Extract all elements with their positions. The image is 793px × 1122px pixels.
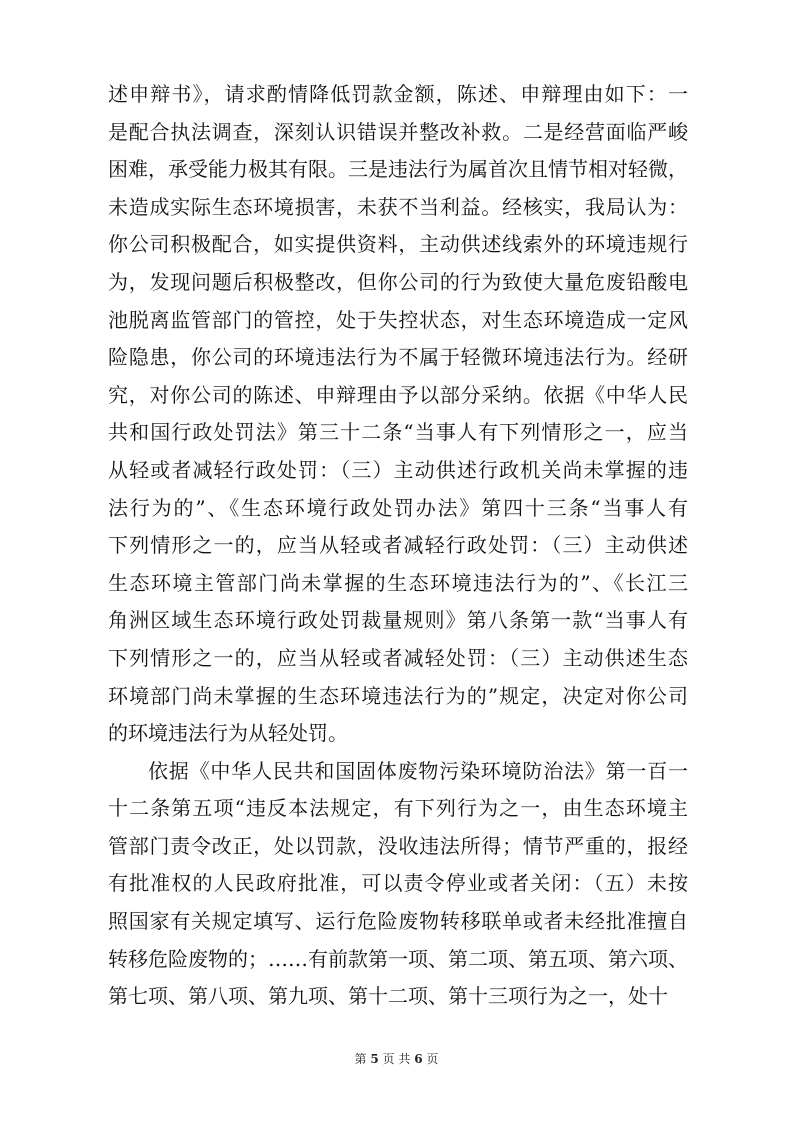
text-line: 下列情形之一的，应当从轻或者减轻处罚：（三）主动供述生态 xyxy=(108,645,688,670)
text-line: 十二条第五项“违反本法规定，有下列行为之一，由生态环境主 xyxy=(108,796,688,821)
footer-middle: 页 共 xyxy=(382,1052,411,1066)
text-line: 第七项、第八项、第九项、第十二项、第十三项行为之一，处十 xyxy=(108,984,668,1009)
paragraph-1 xyxy=(108,76,688,753)
text-line: 有批准权的人民政府批准，可以责令停业或者关闭：（五）未按 xyxy=(108,871,688,896)
text-line: 共和国行政处罚法》第三十二条“当事人有下列情形之一，应当 xyxy=(108,420,688,445)
text-line: 照国家有关规定填写、运行危险废物转移联单或者未经批准擅自 xyxy=(108,909,688,934)
text-line: 下列情形之一的，应当从轻或者减轻行政处罚：（三）主动供述 xyxy=(108,533,688,558)
text-line: 你公司积极配合，如实提供资料，主动供述线索外的环境违规行 xyxy=(108,232,688,257)
text-line: 未造成实际生态环境损害，未获不当利益。经核实，我局认为： xyxy=(108,194,688,219)
text-line: 池脱离监管部门的管控，处于失控状态，对生态环境造成一定风 xyxy=(108,307,688,332)
text-line: 述申辩书》，请求酌情降低罚款金额，陈述、申辩理由如下：一 xyxy=(108,82,688,106)
text-line: 转移危险废物的；……有前款第一项、第二项、第五项、第六项、 xyxy=(108,946,688,971)
text-line: 角洲区域生态环境行政处罚裁量规则》第八条第一款“当事人有 xyxy=(108,608,688,633)
text-line: 的环境违法行为从轻处罚。 xyxy=(108,721,348,746)
page-footer xyxy=(0,1050,793,1067)
current-page-number: 5 xyxy=(370,1052,379,1066)
footer-suffix: 页 xyxy=(426,1052,439,1066)
text-line: 为，发现问题后积极整改，但你公司的行为致使大量危废铅酸电 xyxy=(108,269,688,294)
text-line: 险隐患，你公司的环境违法行为不属于轻微环境违法行为。经研 xyxy=(108,345,688,370)
text-line: 依据《中华人民共和国固体废物污染环境防治法》第一百一 xyxy=(148,758,688,783)
text-line: 法行为的”、《生态环境行政处罚办法》第四十三条“当事人有 xyxy=(108,495,688,520)
paragraph-2 xyxy=(108,753,688,1016)
text-line: 管部门责令改正，处以罚款，没收违法所得；情节严重的，报经 xyxy=(108,833,688,858)
footer-prefix: 第 xyxy=(354,1052,367,1066)
text-line: 从轻或者减轻行政处罚：（三）主动供述行政机关尚未掌握的违 xyxy=(108,457,688,482)
text-line: 是配合执法调查，深刻认识错误并整改补救。二是经营面临严峻 xyxy=(108,119,688,144)
body-text xyxy=(108,76,688,1016)
text-line: 究，对你公司的陈述、申辩理由予以部分采纳。依据《中华人民 xyxy=(108,382,688,407)
text-line: 困难，承受能力极其有限。三是违法行为属首次且情节相对轻微， xyxy=(108,157,688,182)
text-line: 生态环境主管部门尚未掌握的生态环境违法行为的”、《长江三 xyxy=(108,570,688,595)
text-line: 环境部门尚未掌握的生态环境违法行为的”规定，决定对你公司 xyxy=(108,683,688,708)
total-page-number: 6 xyxy=(414,1052,423,1066)
